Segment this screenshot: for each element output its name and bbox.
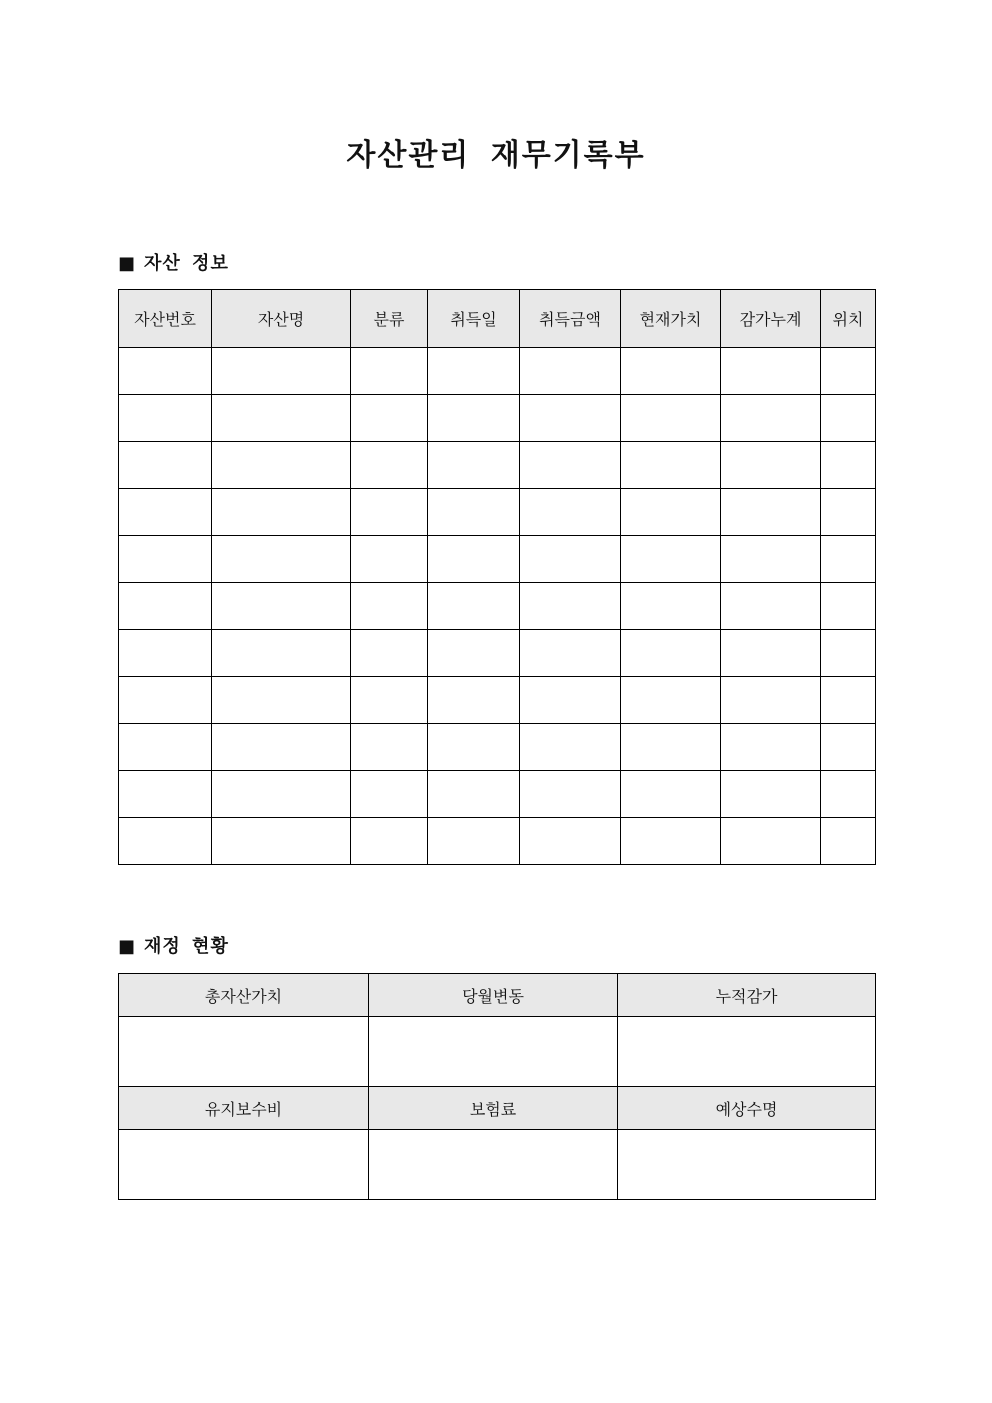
location-cell[interactable] xyxy=(821,489,876,536)
financial-value-row xyxy=(119,1130,876,1200)
column-header-accumulated-depreciation: 감가누계 xyxy=(721,290,821,348)
acquisition-amount-cell[interactable] xyxy=(520,724,621,771)
column-header-acquisition-amount: 취득금액 xyxy=(520,290,621,348)
label-monthly-change: 당월변동 xyxy=(369,974,618,1017)
acquisition-date-cell[interactable] xyxy=(428,724,520,771)
asset-name-cell[interactable] xyxy=(212,583,351,630)
section-heading-label: 재정 현황 xyxy=(144,936,229,957)
current-value-cell[interactable] xyxy=(621,630,721,677)
category-cell[interactable] xyxy=(351,630,428,677)
asset-name-cell[interactable] xyxy=(212,536,351,583)
location-cell[interactable] xyxy=(821,771,876,818)
financial-value-row xyxy=(119,1017,876,1087)
acquisition-amount-cell[interactable] xyxy=(520,818,621,865)
asset-number-cell[interactable] xyxy=(119,583,212,630)
document-title: 자산관리 재무기록부 xyxy=(346,138,646,173)
acquisition-amount-cell[interactable] xyxy=(520,395,621,442)
square-bullet-icon: ■ xyxy=(118,936,137,957)
location-cell[interactable] xyxy=(821,583,876,630)
acquisition-date-cell[interactable] xyxy=(428,395,520,442)
asset-name-cell[interactable] xyxy=(212,395,351,442)
location-cell[interactable] xyxy=(821,536,876,583)
current-value-cell[interactable] xyxy=(621,583,721,630)
accumulated-depreciation-cell[interactable] xyxy=(721,583,821,630)
current-value-cell[interactable] xyxy=(621,395,721,442)
accumulated-depreciation-cell[interactable] xyxy=(721,630,821,677)
value-insurance-premium[interactable] xyxy=(369,1130,618,1200)
label-insurance-premium: 보험료 xyxy=(369,1087,618,1130)
table-row xyxy=(119,677,876,724)
accumulated-depreciation-cell[interactable] xyxy=(721,536,821,583)
asset-number-cell[interactable] xyxy=(119,818,212,865)
accumulated-depreciation-cell[interactable] xyxy=(721,724,821,771)
acquisition-amount-cell[interactable] xyxy=(520,489,621,536)
current-value-cell[interactable] xyxy=(621,818,721,865)
accumulated-depreciation-cell[interactable] xyxy=(721,348,821,395)
table-row xyxy=(119,395,876,442)
asset-number-cell[interactable] xyxy=(119,442,212,489)
current-value-cell[interactable] xyxy=(621,677,721,724)
asset-name-cell[interactable] xyxy=(212,771,351,818)
value-expected-lifespan[interactable] xyxy=(618,1130,876,1200)
category-cell[interactable] xyxy=(351,677,428,724)
financial-header-row xyxy=(119,1087,876,1130)
acquisition-date-cell[interactable] xyxy=(428,489,520,536)
asset-number-cell[interactable] xyxy=(119,395,212,442)
location-cell[interactable] xyxy=(821,395,876,442)
location-cell[interactable] xyxy=(821,348,876,395)
asset-number-cell[interactable] xyxy=(119,348,212,395)
asset-name-cell[interactable] xyxy=(212,677,351,724)
table-row xyxy=(119,348,876,395)
location-cell[interactable] xyxy=(821,442,876,489)
current-value-cell[interactable] xyxy=(621,489,721,536)
current-value-cell[interactable] xyxy=(621,536,721,583)
category-cell[interactable] xyxy=(351,724,428,771)
current-value-cell[interactable] xyxy=(621,348,721,395)
acquisition-date-cell[interactable] xyxy=(428,442,520,489)
current-value-cell[interactable] xyxy=(621,771,721,818)
column-header-category: 분류 xyxy=(351,290,428,348)
location-cell[interactable] xyxy=(821,677,876,724)
acquisition-date-cell[interactable] xyxy=(428,677,520,724)
table-header-row xyxy=(119,290,876,348)
acquisition-amount-cell[interactable] xyxy=(520,771,621,818)
column-header-acquisition-date: 취득일 xyxy=(428,290,520,348)
category-cell[interactable] xyxy=(351,442,428,489)
location-cell[interactable] xyxy=(821,818,876,865)
asset-number-cell[interactable] xyxy=(119,536,212,583)
acquisition-amount-cell[interactable] xyxy=(520,583,621,630)
acquisition-date-cell[interactable] xyxy=(428,583,520,630)
label-total-asset-value: 총자산가치 xyxy=(119,974,369,1017)
acquisition-amount-cell[interactable] xyxy=(520,677,621,724)
asset-info-table xyxy=(118,289,876,865)
asset-name-cell[interactable] xyxy=(212,442,351,489)
accumulated-depreciation-cell[interactable] xyxy=(721,442,821,489)
square-bullet-icon: ■ xyxy=(118,253,137,274)
accumulated-depreciation-cell[interactable] xyxy=(721,818,821,865)
category-cell[interactable] xyxy=(351,771,428,818)
table-row xyxy=(119,771,876,818)
current-value-cell[interactable] xyxy=(621,724,721,771)
category-cell[interactable] xyxy=(351,818,428,865)
asset-name-cell[interactable] xyxy=(212,348,351,395)
category-cell[interactable] xyxy=(351,489,428,536)
asset-name-cell[interactable] xyxy=(212,630,351,677)
asset-number-cell[interactable] xyxy=(119,724,212,771)
section-heading-financial-status xyxy=(118,934,229,960)
column-header-asset-name: 자산명 xyxy=(212,290,351,348)
location-cell[interactable] xyxy=(821,724,876,771)
acquisition-amount-cell[interactable] xyxy=(520,536,621,583)
value-accumulated-depreciation[interactable] xyxy=(618,1017,876,1087)
asset-number-cell[interactable] xyxy=(119,630,212,677)
asset-number-cell[interactable] xyxy=(119,771,212,818)
accumulated-depreciation-cell[interactable] xyxy=(721,677,821,724)
acquisition-date-cell[interactable] xyxy=(428,536,520,583)
label-expected-lifespan: 예상수명 xyxy=(618,1087,876,1130)
table-row xyxy=(119,724,876,771)
category-cell[interactable] xyxy=(351,395,428,442)
section-heading-label: 자산 정보 xyxy=(144,253,229,274)
category-cell[interactable] xyxy=(351,536,428,583)
financial-header-row xyxy=(119,974,876,1017)
table-row xyxy=(119,442,876,489)
acquisition-amount-cell[interactable] xyxy=(520,630,621,677)
label-maintenance-cost: 유지보수비 xyxy=(119,1087,369,1130)
category-cell[interactable] xyxy=(351,583,428,630)
section-heading-asset-info xyxy=(118,251,229,277)
location-cell[interactable] xyxy=(821,630,876,677)
value-total-asset-value[interactable] xyxy=(119,1017,369,1087)
acquisition-date-cell[interactable] xyxy=(428,771,520,818)
asset-name-cell[interactable] xyxy=(212,489,351,536)
accumulated-depreciation-cell[interactable] xyxy=(721,771,821,818)
acquisition-amount-cell[interactable] xyxy=(520,442,621,489)
acquisition-date-cell[interactable] xyxy=(428,630,520,677)
table-row xyxy=(119,489,876,536)
acquisition-date-cell[interactable] xyxy=(428,348,520,395)
asset-name-cell[interactable] xyxy=(212,818,351,865)
acquisition-date-cell[interactable] xyxy=(428,818,520,865)
table-row xyxy=(119,630,876,677)
accumulated-depreciation-cell[interactable] xyxy=(721,489,821,536)
column-header-location: 위치 xyxy=(821,290,876,348)
value-monthly-change[interactable] xyxy=(369,1017,618,1087)
table-row xyxy=(119,536,876,583)
financial-status-table xyxy=(118,973,876,1200)
category-cell[interactable] xyxy=(351,348,428,395)
column-header-asset-number: 자산번호 xyxy=(119,290,212,348)
value-maintenance-cost[interactable] xyxy=(119,1130,369,1200)
asset-number-cell[interactable] xyxy=(119,677,212,724)
column-header-current-value: 현재가치 xyxy=(621,290,721,348)
label-accumulated-depreciation: 누적감가 xyxy=(618,974,876,1017)
asset-number-cell[interactable] xyxy=(119,489,212,536)
table-row xyxy=(119,818,876,865)
current-value-cell[interactable] xyxy=(621,442,721,489)
acquisition-amount-cell[interactable] xyxy=(520,348,621,395)
accumulated-depreciation-cell[interactable] xyxy=(721,395,821,442)
table-row xyxy=(119,583,876,630)
asset-name-cell[interactable] xyxy=(212,724,351,771)
